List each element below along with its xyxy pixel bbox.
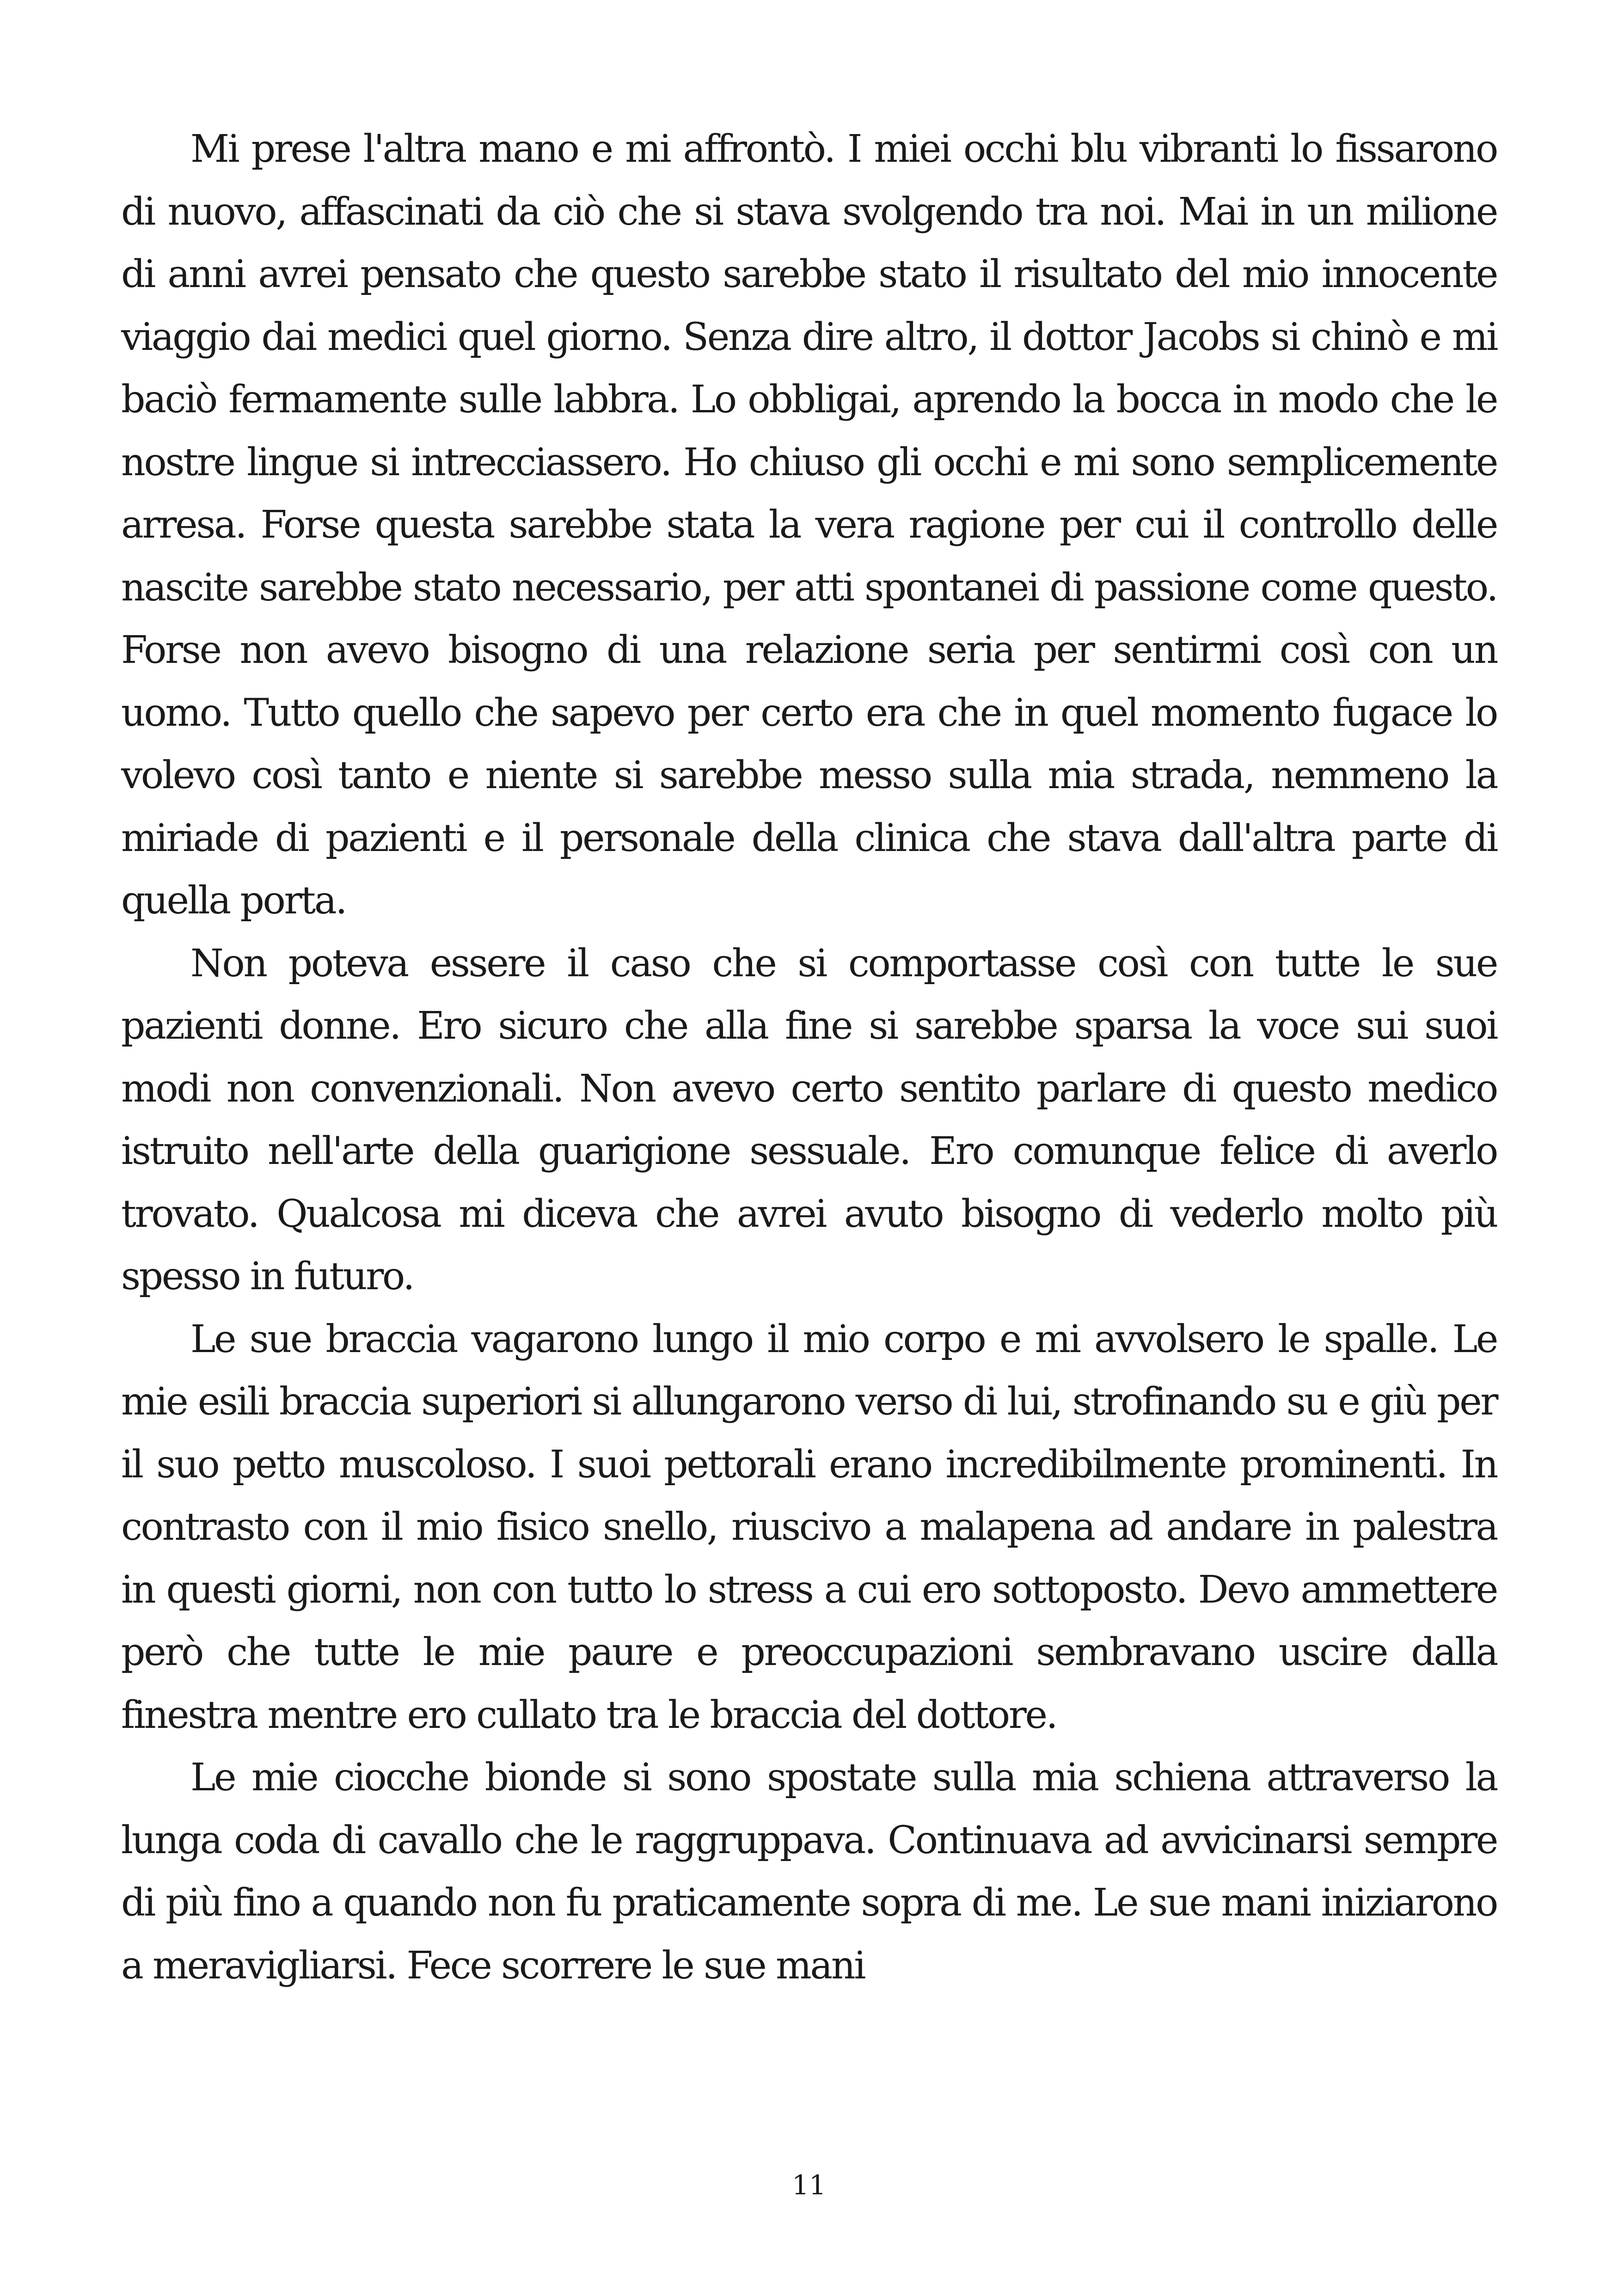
body-text <box>121 118 1497 1997</box>
page-number: 11 <box>792 2169 826 2201</box>
paragraph-2: Non poteva essere il caso che si comportasse così con tutte le sue pazienti donne. Ero sicuro che alla fine si sarebbe sparsa la voce sui suoi modi non convenzionali. Non avevo certo sentito parlare di questo medico istruito nell'arte della guarigione sessuale. Ero comunque felice di averlo trovato. Qualcosa mi diceva che avrei avuto bisogno di vederlo molto più spesso in futuro. <box>121 941 1497 1298</box>
paragraph-1: Mi prese l'altra mano e mi affrontò. I miei occhi blu vibranti lo fissarono di nuovo, affascinati da ciò che si stava svolgendo tra noi. Mai in un milione di anni avrei pensato che questo sarebbe stato il risultato del mio innocente viaggio dai medici quel giorno. Senza dire altro, il dottor Jacobs si chinò e mi baciò fermamente sulle labbra. Lo obbligai, aprendo la bocca in modo che le nostre lingue si intrecciassero. Ho chiuso gli occhi e mi sono semplicemente arresa. Forse questa sarebbe stata la vera ragione per cui il controllo delle nascite sarebbe stato necessario, per atti spontanei di passione come questo. Forse non avevo bisogno di una relazione seria per sentirmi così con un uomo. Tutto quello che sapevo per certo era che in quel momento fugace lo volevo così tanto e niente si sarebbe messo sulla mia strada, nemmeno la miriade di pazienti e il personale della clinica che stava dall'altra parte di quella porta. <box>121 127 1497 923</box>
paragraph-4: Le mie ciocche bionde si sono spostate sulla mia schiena attraverso la lunga coda di cavallo che le raggruppava. Continuava ad avvicinarsi sempre di più fino a quando non fu praticamente sopra di me. Le sue mani iniziarono a meravigliarsi. Fece scorrere le sue mani <box>121 1756 1497 1988</box>
paragraph-3: Le sue braccia vagarono lungo il mio corpo e mi avvolsero le spalle. Le mie esili braccia superiori si allungarono verso di lui, strofinando su e giù per il suo petto muscoloso. I suoi pettorali erano incredibilmente prominenti. In contrasto con il mio fisico snello, riuscivo a malapena ad andare in palestra in questi giorni, non con tutto lo stress a cui ero sottoposto. Devo ammettere però che tutte le mie paure e preoccupazioni sembravano uscire dalla finestra mentre ero cullato tra le braccia del dottore. <box>121 1317 1497 1737</box>
